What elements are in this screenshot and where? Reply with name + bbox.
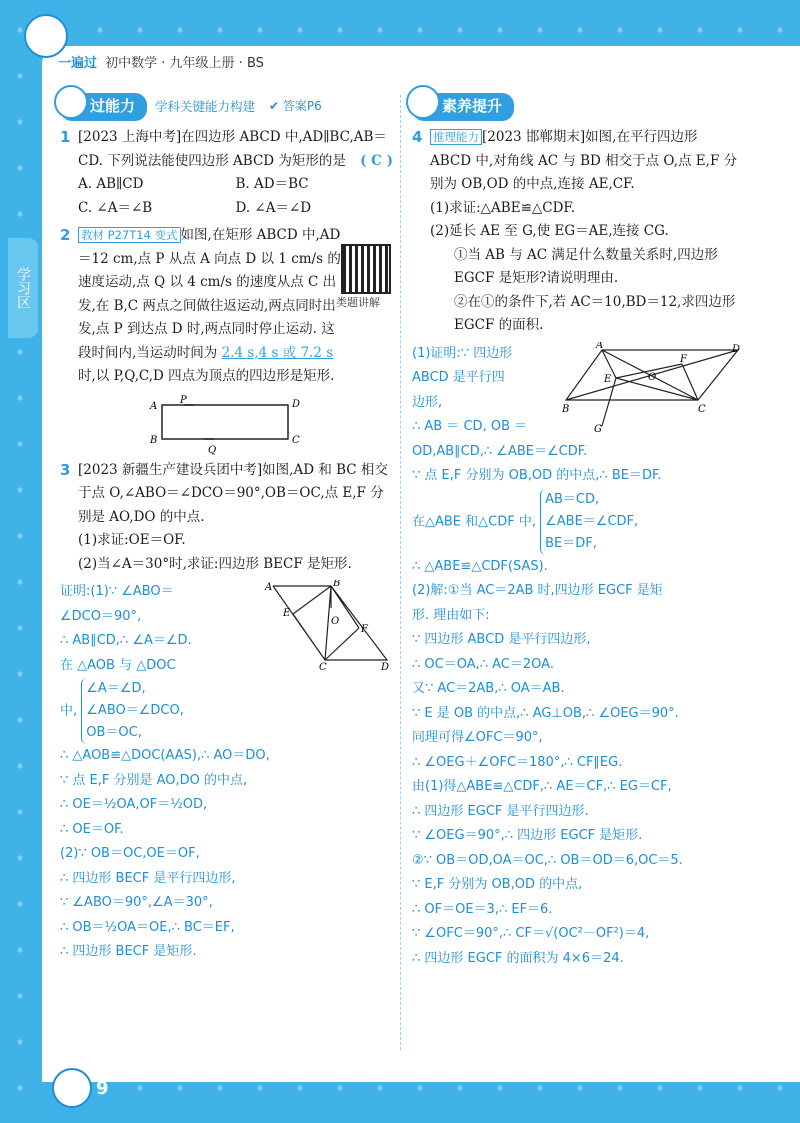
qr-code[interactable] [341,244,391,294]
label-E: E [283,608,291,619]
label-D: D [732,343,741,355]
sol-line: ∴ 四边形 BECF 是矩形. [60,944,197,959]
column-divider [400,95,402,1050]
sol-line: 又∵ AC＝2AB,∴ OA＝AB. [412,681,565,696]
label-O: O [648,371,657,383]
section-title: 素养提升 [442,97,503,116]
q4-solution [412,342,742,972]
sol-line: (2)解:①当 AC＝2AB 时,四边形 EGCF 是矩 [412,583,663,598]
part-2-1: ①当 AB 与 AC 满足什么数量关系时,四边形 EGCF 是矩形?请说明理由. [454,246,718,286]
label-B: B [150,434,158,446]
qr-label: 类题讲解 [336,296,380,309]
subject-label: 初中数学 · 九年级上册 · BS [105,56,264,71]
section-badge [412,93,514,121]
brand-label: 一遍过 [58,56,98,71]
q4-figure [562,342,742,432]
part-1: (1)求证:△ABE≌△CDF. [430,199,575,216]
brace-item: ∠ABE＝∠CDF, [545,513,639,529]
option-a: A. AB∥CD [78,176,144,192]
brace-item: OB＝OC, [86,725,142,740]
label-P: P [180,394,187,406]
sol-line: 同理可得∠OFC＝90°, [412,730,543,745]
sol-line: ∴ OC＝OA,∴ AC＝2OA. [412,656,554,672]
sol-line: ∴ AB ＝ CD, OB ＝ [412,419,528,434]
label-E: E [604,373,612,385]
label-G: G [594,423,602,432]
sol-line: 中, [60,703,78,719]
section-badge [60,93,147,121]
sol-line: ∵ E 是 OB 的中点,∴ AG⊥OB,∴ ∠OEG＝90°. [412,705,679,721]
page-number: 9 [96,1078,109,1099]
question-text: [2023 上海中考]在四边形 ABCD 中,AD∥BC,AB＝CD. 下列说法能使四边形 ABCD 为矩形的是 [78,129,387,169]
ability-tag: 推理能力 [430,129,482,145]
sol-line: 由(1)得△ABE≌△CDF,∴ AE＝CF,∴ EG＝CF, [412,779,672,794]
question-number: 2 [60,226,71,244]
question-text: [2023 新疆生产建设兵团中考]如图,AD 和 BC 相交于点 O,∠ABO＝∠DCO＝90°,OB＝OC,点 E,F 分别是 AO,DO 的中点. [78,461,388,525]
sol-line: ∴ OE＝½OA,OF＝½OD, [60,797,208,812]
sol-line: ∴ ∠OEG＋∠OFC＝180°,∴ CF∥EG. [412,754,623,770]
label-C: C [698,403,706,415]
part-2: (2)延长 AE 至 G,使 EG＝AE,连接 CG. [430,223,669,239]
sol-line: ∵ 四边形 ABCD 是平行四边形, [412,632,591,647]
answer-ref[interactable]: ✔ 答案P6 [269,99,322,114]
label-C: C [319,662,327,670]
label-O: O [331,616,340,627]
left-column [60,92,393,965]
sol-line: ∴ 四边形 BECF 是平行四边形, [60,870,236,886]
q3-solution [60,580,393,965]
option-c: C. ∠A＝∠B [78,199,153,216]
label-A: A [265,582,273,593]
left-section-header [60,92,393,122]
label-Q: Q [208,444,217,455]
sol-line: ∵ 点 E,F 分别为 OB,OD 的中点,∴ BE＝DF. [412,468,662,483]
label-F: F [361,624,368,635]
sol-line: ∵ ∠OEG＝90°,∴ 四边形 EGCF 是矩形. [412,828,643,843]
brace-item: AB＝CD, [545,491,600,507]
label-B: B [333,580,341,589]
sol-line: ∵ ∠OFC＝90°,∴ CF＝√(OC²－OF²)＝4, [412,926,650,941]
sol-line: 在△ABE 和△CDF 中, [412,514,536,529]
question-3 [60,459,393,577]
sol-line: ∠DCO＝90°, [60,608,142,624]
sol-brace-line [60,678,393,744]
right-section-header [412,92,742,122]
label-C: C [292,434,300,446]
question-number: 1 [60,128,71,146]
brace-item: ∠ABO＝∠DCO, [86,703,184,718]
mascot-icon [406,85,440,119]
sol-line: ∵ E,F 分别为 OB,OD 的中点, [412,877,583,892]
label-B: B [562,403,570,415]
page-header [58,52,264,72]
brace-item: BE＝DF, [545,535,597,551]
sol-line: ∴ OB＝½OA＝OE,∴ BC＝EF, [60,919,235,935]
sol-brace-line [412,489,742,555]
label-A: A [150,400,158,412]
sol-line: ∴ 四边形 EGCF 是平行四边形. [412,803,589,819]
sol-line: ∴ AB∥CD,∴ ∠A＝∠D. [60,633,192,648]
part-1: (1)求证:OE＝OF. [78,532,186,548]
sol-line: ABCD 是平行四 [412,370,505,385]
sol-line: ∵ ∠ABO＝90°,∠A＝30°, [60,895,213,910]
question-4 [412,126,742,338]
option-d: D. ∠A＝∠D [235,199,312,216]
sol-line: (1)证明:∵ 四边形 [412,345,513,361]
mascot-icon [52,1068,92,1108]
question-text-2: 时,以 P,Q,C,D 四点为顶点的四边形是矩形. [78,368,335,384]
right-column [412,92,742,971]
sol-line: ∵ 点 E,F 分别是 AO,DO 的中点, [60,772,248,788]
section-subtitle: 学科关键能力构建 [155,99,256,115]
options [78,173,393,220]
label-D: D [381,662,390,670]
question-number: 3 [60,460,71,479]
question-text: 如图,在矩形 ABCD 中,AD＝12 cm,点 P 从点 A 向点 D 以 1 cm/s 的速度运动,点 Q 以 4 cm/s 的速度从点 C 出发,在 B,C 两点之间做往返运动,两点同时出发,点 P 到达点 D 时,两点同时停止运动. 这段时间内,当运动时间为 [78,227,341,361]
label-D: D [292,398,301,410]
sol-line: ∴ OE＝OF. [60,821,124,837]
source-tag: 教材 P27T14 变式 [78,227,181,243]
sol-line: ∴ OF＝OE＝3,∴ EF＝6. [412,901,553,917]
sol-line: 边形, [412,394,443,410]
brace-group [81,678,184,744]
section-title: 过能力 [90,97,136,116]
label-A: A [596,341,604,351]
sol-line: (2)∵ OB＝OC,OE＝OF, [60,846,200,861]
sol-line: 形. 理由如下: [412,607,490,623]
sol-line: 证明:(1)∵ ∠ABO＝ [60,584,174,599]
mascot-icon [54,85,88,119]
sol-line: ②∵ OB＝OD,OA＝OC,∴ OB＝OD＝6,OC＝5. [412,852,683,868]
option-b: B. AD＝BC [235,176,309,192]
brace-group [540,489,638,555]
side-tab[interactable]: 学习区 [8,238,38,338]
sol-line: ∴ △AOB≌△DOC(AAS),∴ AO＝DO, [60,748,270,763]
answer-choice: ( C ) [360,152,393,169]
sol-line: ∴ △ABE≌△CDF(SAS). [412,558,548,574]
brace-item: ∠A＝∠D, [86,681,146,696]
question-text: [2023 邯郸期末]如图,在平行四边形 ABCD 中,对角线 AC 与 BD 相交于点 O,点 E,F 分别为 OB,OD 的中点,连接 AE,CF. [430,129,738,192]
label-F: F [680,353,687,365]
question-1 [60,126,393,220]
sol-line: ∴ 四边形 EGCF 的面积为 4×6＝24. [412,950,624,966]
question-number: 4 [412,128,423,146]
sol-line: OD,AB∥CD,∴ ∠ABE＝∠CDF. [412,443,588,459]
part-2-2: ②在①的条件下,若 AC＝10,BD＝12,求四边形 EGCF 的面积. [454,293,736,333]
q3-figure [263,580,393,670]
answer-fill: 2.4 s,4 s 或 7.2 s [221,344,334,361]
sol-line: 在 △AOB 与 △DOC [60,657,176,673]
rect-figure [148,395,308,455]
part-2: (2)当∠A＝30°时,求证:四边形 BECF 是矩形. [78,555,352,572]
